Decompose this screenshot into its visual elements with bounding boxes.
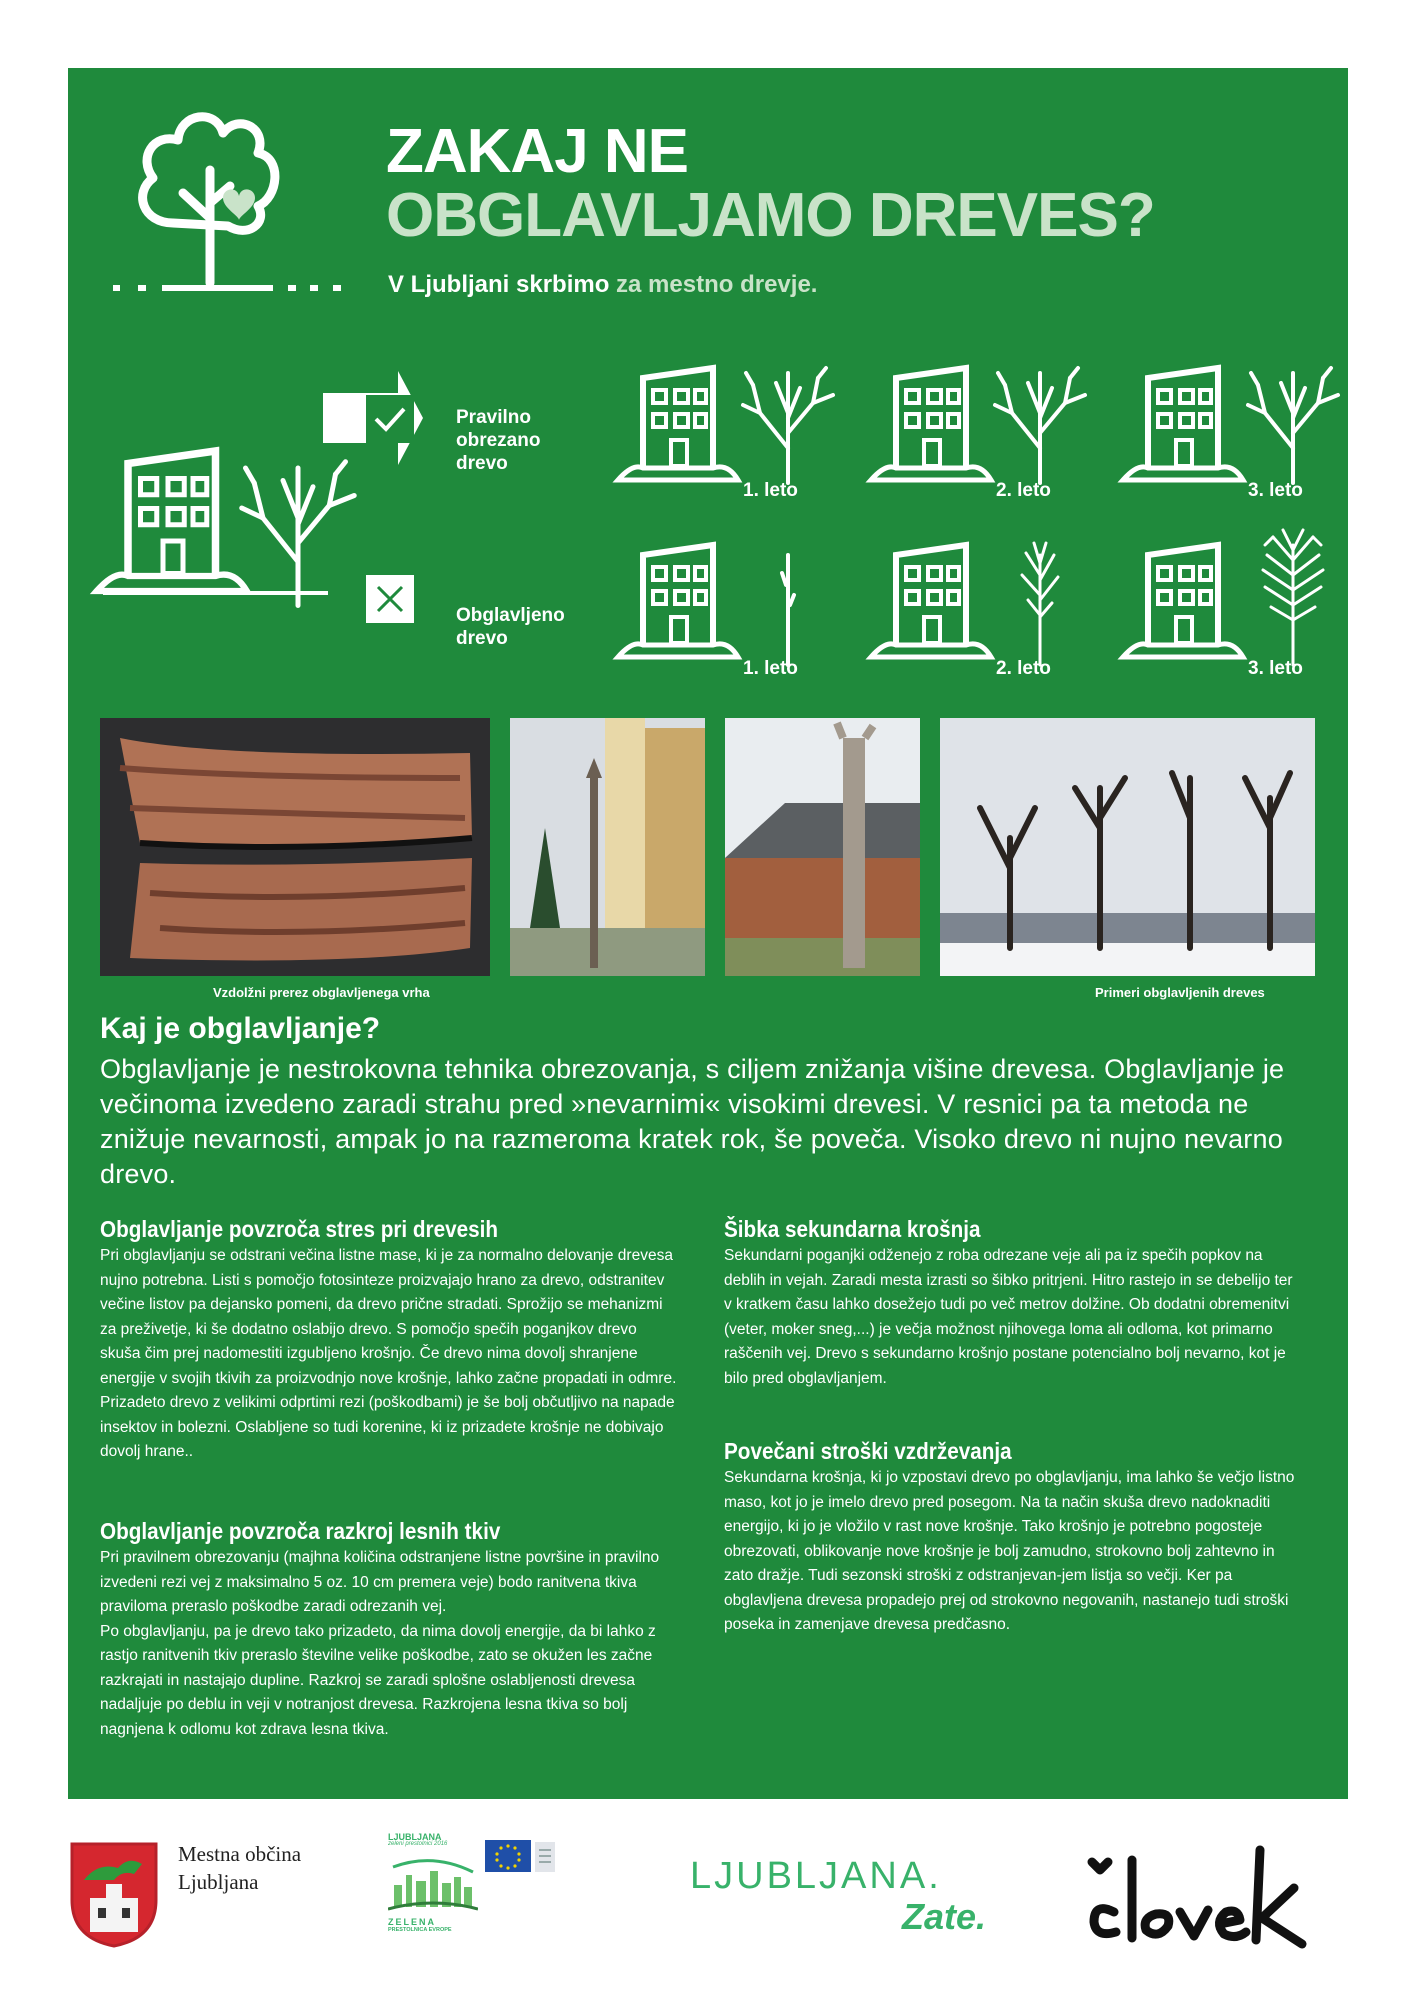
page-subtitle	[388, 271, 817, 299]
intro-text: Obglavljanje je nestrokovna tehnika obrezovanja, s ciljem znižanja višine drevesa. Obglavljanje je večinoma izvedeno zaradi strahu pred »nevarnimi« visokimi drevesi. V resnici pa ta metoda ne znižuje nevarnosti, ampak jo na razmeroma kratek rok, še poveča. Visoko drevo ni nujno nevarno drevo.	[100, 1054, 1285, 1189]
section-weak-title: Šibka sekundarna krošnja	[724, 1216, 981, 1242]
mol-line1: Mestna občina	[178, 1842, 302, 1866]
section-stress-title: Obglavljanje povzroča stres pri drevesih	[100, 1216, 499, 1242]
year-label-top-2: 2. leto	[996, 480, 1051, 501]
page-title-line2: OBGLAVLJAMO DREVES?	[386, 181, 1155, 250]
section-decay-body	[100, 1546, 680, 1742]
section-decay-text-1: Pri pravilnem obrezovanju (majhna količina odstranjene listne površine in pravilno izvedeni rezi vej z maksimalno 5 oz. 10 cm premera veje) bodo ranitvena tkiva praviloma preraslo poškodbe zaradi odrezanih vej.	[100, 1549, 660, 1615]
green-capital-word: ZELENA	[388, 1917, 436, 1927]
zate-wordmark: Zate.	[902, 1896, 987, 1937]
photo-caption-cross-section: Vzdolžni prerez obglavljenega vrha	[213, 985, 430, 1000]
pruning-diagram	[68, 323, 1348, 743]
green-capital-logo	[388, 1832, 478, 1962]
section-decay-text-2: Po obglavljanju, pa je drevo tako prizadeto, da nima dovolj energije, da bi lahko z rastjo ranitvenih tkiv preraslo številne velike poškodbe, zato se okužen les začne razkrajati in nastajajo dupline. Razkroj se zaradi splošne oslabljenosti drevesa nadaljuje po deblu in veji v notranjost drevesa. Razkrojena lesna tkiva so bolj nagnjena k odlomu kot zdrava lesna tkiva.	[100, 1622, 656, 1738]
photo-topped-tree-by-building	[510, 718, 705, 976]
mol-name	[178, 1840, 301, 1896]
eu-flag-icon	[485, 1840, 559, 1880]
section-costs-title: Povečani stroški vzdrževanja	[724, 1438, 1012, 1464]
green-capital-year: zeleni prestolnici 2016	[388, 1841, 448, 1847]
topped-tree-label: Obglavljeno drevo	[456, 605, 565, 649]
year-label-top-3: 3. leto	[1248, 480, 1303, 501]
year-label-bottom-3: 3. leto	[1248, 658, 1303, 679]
clovek-handwritten-logo	[1080, 1840, 1320, 1960]
poster-panel	[68, 68, 1348, 1799]
section-weak-text: Sekundarni poganjki odženejo z roba odrezane veje ali pa iz spečih popkov na deblih in vejah. Zaradi mesta izrasti so šibko pritrjeni. Hitro rastejo in se debelijo ter v kratkem času lahko dosežejo tudi po več metrov dolžine. Ob dodatni obremenitvi (veter, moker sneg,...) je večja možnost njihovega loma ali odloma, kot primarno raščenih vej. Drevo s sekundarno krošnjo postane potencialno bolj nevarno, kot je bilo pred obglavljanjem.	[724, 1247, 1293, 1387]
photo-caption-examples: Primeri obglavljenih dreves	[1095, 985, 1265, 1000]
ljubljana-coat-of-arms-icon	[68, 1840, 160, 1950]
section-costs-text: Sekundarna krošnja, ki jo vzpostavi drevo po obglavljanju, ima lahko še večjo listno maso, kot jo je imelo drevo pred posegom. Na ta način skuša drevo nadoknaditi energijo, ki jo je vložilo v rast nove krošnje. Tako krošnjo je potrebno pogosteje obrezovati, oblikovanje nove krošnje je bolj zamudno, strokovno bolj zahtevno in zato dražje. Tudi sezonski stroški z odstranjevan-jem listja so večji. Ker pa obglavljena drevesa propadejo prej od strokovno negovanih, nastanejo tudi stroški poseka in zamenjave drevesa predčasno.	[724, 1469, 1295, 1633]
checkmark-icon	[366, 395, 414, 443]
subtitle-light: za mestno drevje.	[609, 271, 818, 298]
correct-pruning-label: Pravilno obrezano drevo	[456, 407, 541, 474]
section-stress-text: Pri obglavljanju se odstrani večina listne mase, ki je za normalno delovanje drevesa nujno potrebna. Listi s pomočjo fotosinteze proizvajajo hrano za drevo, odstranitev večine listov pa dejansko pomeni, da drevo prične stradati. Sprožijo se mehanizmi za preživetje, ki še dodatno oslabijo drevo. S pomočjo spečih poganjkov drevo skuša čim prej nadomestiti izgubljeno krošnjo. Če drevo nima dovolj shranjene energije v svojih tkivih za proizvodnjo nove krošnje, lahko začne propadati in odmre. Prizadeto drevo z velikimi odprtimi rezi (poškodbami) je še bolj občutljivo na napade insektov in bolezni. Oslabljene so tudi korenine, ki iz prizadete krošnje ne dobivajo dovolj hrane..	[100, 1247, 677, 1460]
ljubljana-wordmark: LJUBLJANA.	[690, 1855, 942, 1897]
page-title-line1: ZAKAJ NE	[386, 117, 689, 186]
year-label-top-1: 1. leto	[743, 480, 798, 501]
photo-topped-tree-row	[940, 718, 1315, 976]
photo-wood-cross-section	[100, 718, 490, 976]
photo-topped-tree-by-house	[725, 718, 920, 976]
cross-icon	[366, 575, 414, 623]
intro-title: Kaj je obglavljanje?	[100, 1012, 381, 1045]
year-label-bottom-1: 1. leto	[743, 658, 798, 679]
green-capital-sub: PRESTOLNICA EVROPE	[388, 1927, 452, 1933]
subtitle-bold: V Ljubljani skrbimo	[388, 271, 610, 298]
year-label-bottom-2: 2. leto	[996, 658, 1051, 679]
city-skyline-icon	[388, 1847, 478, 1917]
green-capital-top: LJUBLJANA	[388, 1832, 442, 1842]
section-decay-title: Obglavljanje povzroča razkroj lesnih tkiv	[100, 1518, 501, 1544]
tree-heart-logo-icon	[98, 98, 348, 308]
mol-line2: Ljubljana	[178, 1870, 259, 1894]
